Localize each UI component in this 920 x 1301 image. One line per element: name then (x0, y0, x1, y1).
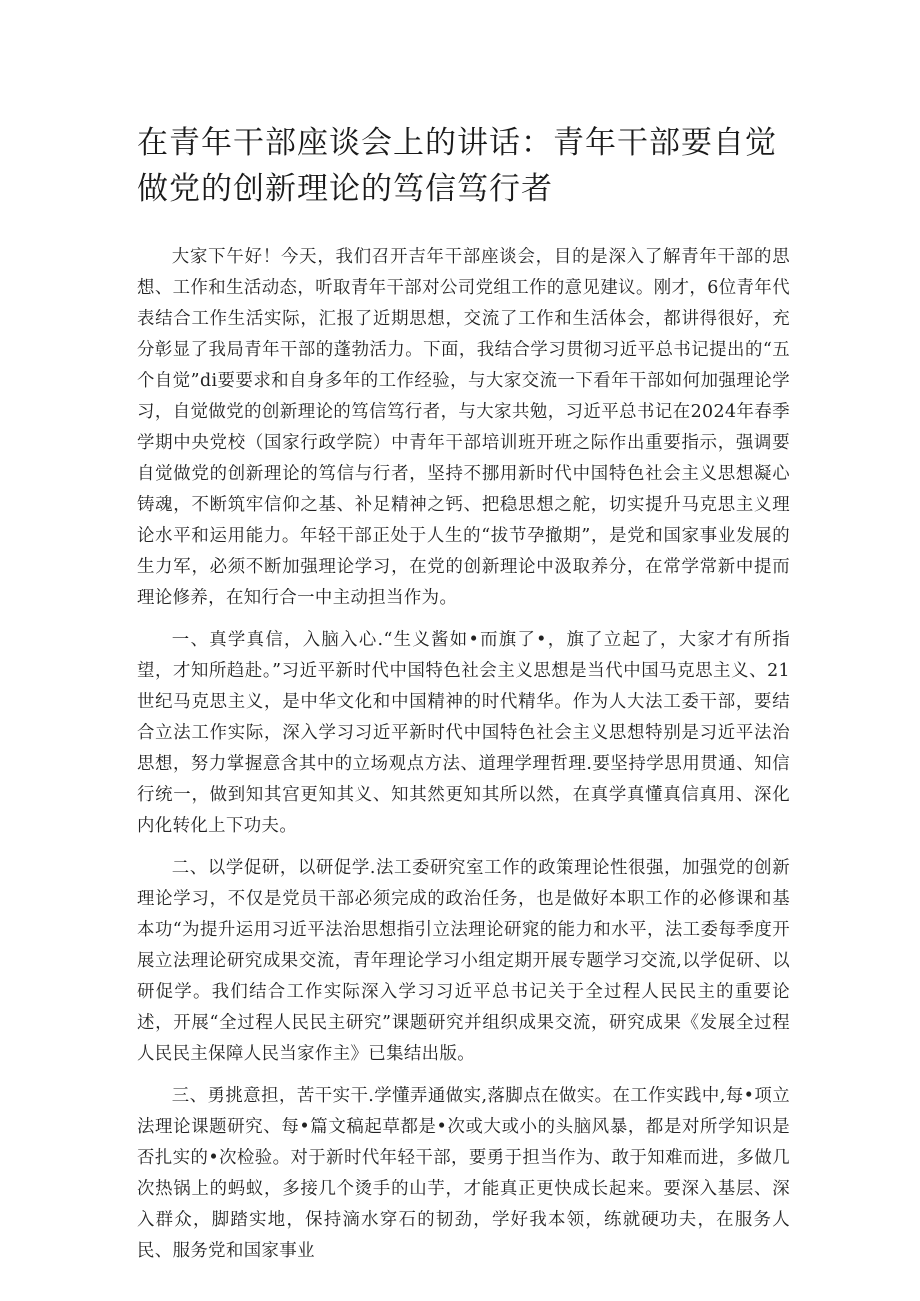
paragraph-intro: 大家下午好！今天，我们召开吉年干部座谈会，目的是深入了解青年干部的思想、工作和生活动态，听取青年干部对公司党组工作的意见建议。刚才，6位青年代表结合工作生活实际，汇报了近期思想，交流了工作和生活体会，都讲得很好，充分彰显了我局青年干部的蓬勃活力。下面，我结合学习贯彻习近平总书记提出的“五个自觉”di要要求和自身多年的工作经验，与大家交流一下看年干部如何加强理论学习，自觉做党的创新理论的笃信笃行者，与大家共勉，习近平总书记在2024年春季学期中央党校（国家行政学院）中青年干部培训班开班之际作出重要指示，强调要自觉做党的创新理论的笃信与行者，坚持不挪用新时代中国特色社会主义思想凝心铸魂，不断筑牢信仰之基、补足精神之钙、把稳思想之舵，切实提升马克思主义理论水平和运用能力。年轻干部正处于人生的“拔节孕撤期”，是党和国家事业发展的生力军，必须不断加强理论学习，在党的创新理论中汲取养分，在常学常新中提而理论修养，在知行合一中主动担当作为。 (137, 247, 790, 608)
paragraph-section-2: 二、以学促研，以研促学.法工委研究室工作的政策理论性很强，加强党的创新理论学习，不仅是党员干部必须完成的政治任务，也是做好本职工作的必修课和基本功“为提升运用习近平法治思想指引立法理论研窕的能力和水平，法工委每季度开展立法理论研究成果交流，青年理论学习小组定期开展专题学习交流,以学促研、以研促学。我们结合工作实际深入学习习近平总书记关于全过程人民民主的重要论述，开展“全过程人民民主研究”课题研究并组织成果交流，研究成果《发展全过程人民民主保障人民当家作主》已集结出版。 (137, 858, 790, 1064)
paragraph-section-3: 三、勇挑意担，苦干实干.学懂弄通做实,落脚点在做实。在工作实践中,每•项立法理论课题研究、每•篇文稿起草都是•次或大或小的头脑风暴，都是对所学知识是否扎实的•次检验。对于新时代年轻干部，要勇于担当作为、敢于知难而进，多做几次热锅上的蚂蚁，多接几个烫手的山芋，才能真正更快成长起来。要深入基层、深入群众，脚踏实地，保持滴水穿石的韧劲，学好我本领，练就硬功夫，在服务人民、服务党和国家事业 (137, 1086, 790, 1261)
paragraph-section-1: 一、真学真信，入脑入心.“生义酱如•而旗了•，旗了立起了，大家才有所指望，才知所趋赴。”习近平新时代中国特色社会主义思想是当代中国马克思主义、21世纪马克思主义，是中华文化和中国精神的时代精华。作为人大法工委干部，要结合立法工作实际，深入学习习近平新时代中国特色社会主义思想特别是习近平法治思想，努力掌握意含其中的立场观点方法、道理学理哲理.要坚持学思用贯通、知信行统一，做到知其宫更知其义、知其然更知其所以然，在真学真懂真信真用、深化内化转化上下功夫。 (137, 630, 790, 836)
document-title: 在青年干部座谈会上的讲话：青年干部要自觉做党的创新理论的笃信笃行者 (137, 125, 777, 207)
document-body (137, 242, 790, 1267)
